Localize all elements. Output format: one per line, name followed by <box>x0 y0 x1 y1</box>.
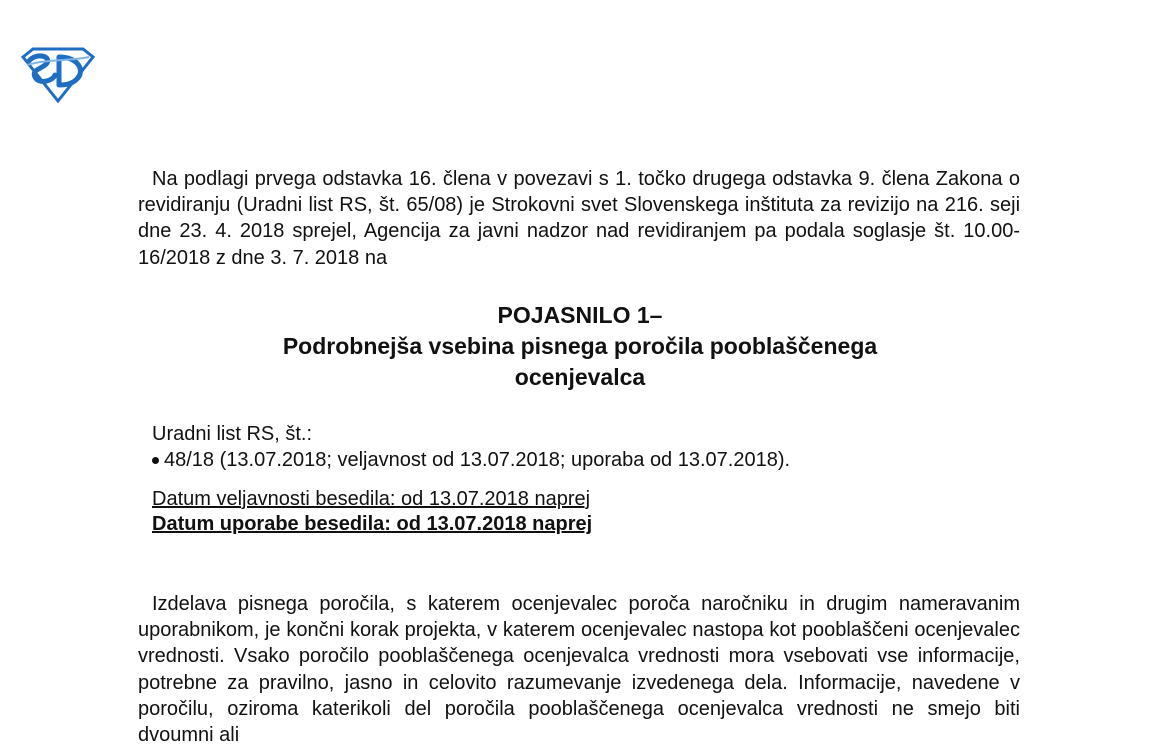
body-line: razumevanje izvedenega dela. Informacije, navedene v poročilu, oziroma katerikoli <box>138 671 1020 720</box>
sd-logo-icon <box>21 47 95 103</box>
subtitle-line: ocenjevalca <box>514 364 646 390</box>
intro-line: revidiranjem pa podala soglasje št. 10.00-16/2018 z dne 3. 7. 2018 na <box>138 220 1021 269</box>
body-line: kot pooblaščeni ocenjevalec vrednosti. Vsako poročilo pooblaščenega ocenjevalca <box>138 619 1020 668</box>
body-line: Izdelava pisnega poročila, s katerem ocenjevalec poroča naročniku in drugim <box>152 593 888 615</box>
body-line: del poročila pooblaščenega ocenjevalca vrednosti ne smejo biti dvoumni ali <box>138 697 1020 747</box>
gazette-entry <box>152 447 790 473</box>
document-title: POJASNILO 1– <box>497 302 663 328</box>
body-paragraph <box>138 591 1020 748</box>
gazette-label: Uradni list RS, št.: <box>152 423 313 445</box>
intro-line: inštituta za revizijo na 216. seji dne 23. 4. 2018 sprejel, Agencija za javni nadzor nad <box>138 194 1021 243</box>
intro-line: Na podlagi prvega odstavka 16. člena v povezavi s 1. točko drugega odstavka 9. <box>152 168 876 190</box>
document-subtitle <box>180 331 980 393</box>
validity-date: Datum veljavnosti besedila: od 13.07.2018 naprej <box>152 488 591 510</box>
application-date: Datum uporabe besedila: od 13.07.2018 naprej <box>152 513 593 535</box>
gazette-entry-text: 48/18 (13.07.2018; veljavnost od 13.07.2018; uporaba od 13.07.2018). <box>164 449 791 471</box>
intro-line: člena Zakona o revidiranju (Uradni list RS, št. 65/08) je Strokovni svet Slovenskega <box>138 168 1020 217</box>
intro-paragraph <box>138 166 1020 271</box>
body-line: nameravanim uporabnikom, je končni korak projekta, v katerem ocenjevalec nastopa <box>138 593 1020 642</box>
body-line: vrednosti mora vsebovati vse informacije, potrebne za pravilno, jasno in celovito <box>138 645 1020 694</box>
bullet-icon <box>152 457 159 464</box>
subtitle-line: Podrobnejša vsebina pisnega poročila pooblaščenega <box>282 333 878 359</box>
